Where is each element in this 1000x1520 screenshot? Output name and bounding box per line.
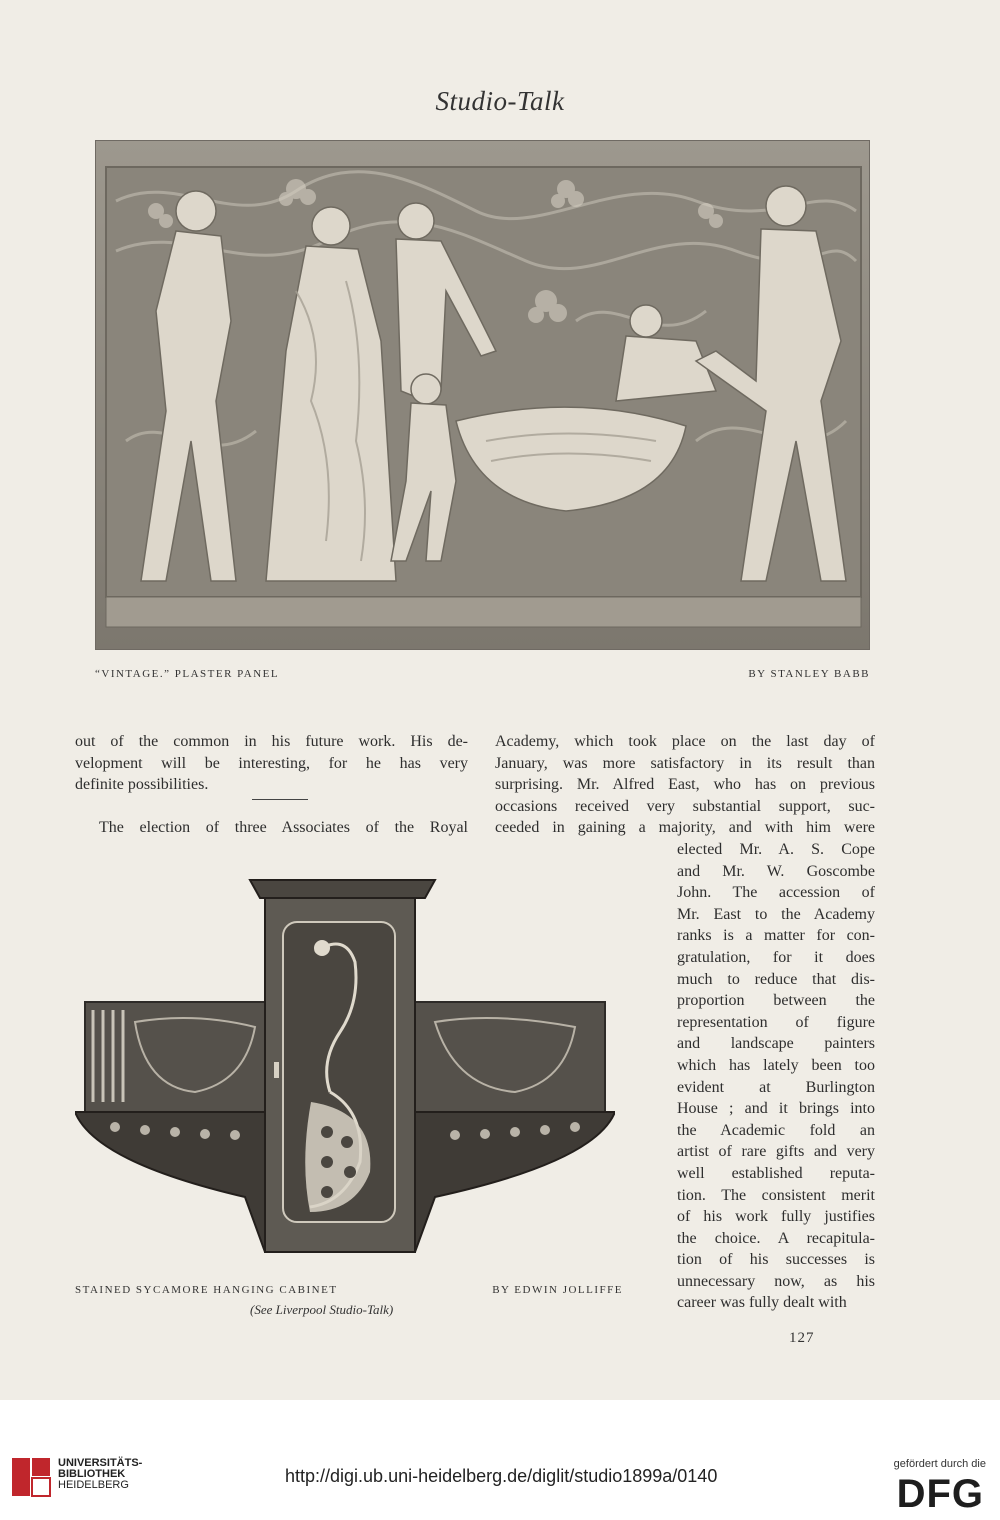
library-name-line: HEIDELBERG: [58, 1479, 129, 1491]
text-line: career was fully dealt with: [677, 1294, 847, 1312]
cabinet-drawing: [75, 862, 615, 1262]
text-line: ranks is a matter for con-: [677, 927, 875, 945]
text-line: tion. The consistent merit: [677, 1186, 875, 1204]
vintage-relief-illustration: [95, 140, 870, 650]
plate1-caption-title: “VINTAGE.” PLASTER PANEL: [95, 668, 280, 680]
text-line: The election of three Associates of the Royal: [99, 819, 468, 836]
source-url-link[interactable]: http://digi.ub.uni-heidelberg.de/diglit/studio1899a/0140: [285, 1466, 718, 1486]
text-line: ceeded in gaining a majority, and with him were: [495, 819, 875, 837]
plate2-caption-artist: BY EDWIN JOLLIFFE: [492, 1284, 623, 1296]
text-line: House ; and it brings into: [677, 1100, 875, 1118]
university-library-logo: [10, 1456, 52, 1503]
text-line: Academy, which took place on the last day of: [495, 733, 875, 750]
running-head: Studio-Talk: [435, 86, 565, 116]
text-line: and Mr. W. Goscombe: [677, 862, 875, 880]
text-line: the choice. A recapitula-: [677, 1229, 875, 1247]
text-line: John. The accession of: [677, 884, 875, 902]
dfg-logo: DFG: [896, 1472, 984, 1516]
text-line: well established reputa-: [677, 1164, 875, 1182]
library-logo-icon: [10, 1456, 52, 1498]
text-line: January, was more satisfactory in its result than: [495, 754, 875, 772]
left-paragraph-1: [75, 731, 468, 796]
text-line: velopment will be interesting, for he has very: [75, 754, 468, 772]
text-line: definite possibilities.: [75, 776, 209, 794]
section-divider: [252, 799, 308, 800]
hanging-cabinet-illustration: [75, 862, 615, 1262]
text-line: occasions received very substantial support, suc-: [495, 797, 875, 815]
text-line: proportion between the: [677, 992, 875, 1010]
text-line: unnecessary now, as his: [677, 1272, 875, 1290]
text-line: artist of rare gifts and very: [677, 1143, 875, 1161]
text-line: of his work fully justifies: [677, 1208, 875, 1226]
text-line: representation of figure: [677, 1013, 875, 1031]
text-line: evident at Burlington: [677, 1078, 875, 1096]
university-library-name: [58, 1458, 142, 1491]
text-line: much to reduce that dis-: [677, 970, 875, 988]
text-line: surprising. Mr. Alfred East, who has on previous: [495, 776, 875, 794]
right-paragraph-narrow: [677, 839, 875, 1314]
library-name-line: BIBLIOTHEK: [58, 1468, 126, 1480]
plate1-caption-artist: BY STANLEY BABB: [748, 668, 870, 680]
plate2-caption-title: STAINED SYCAMORE HANGING CABINET: [75, 1284, 338, 1296]
text-line: tion of his successes is: [677, 1251, 875, 1269]
relief-drawing: [96, 141, 869, 649]
page-number: 127: [789, 1330, 815, 1346]
text-line: gratulation, for it does: [677, 948, 875, 966]
text-line: which has lately been too: [677, 1056, 875, 1074]
text-line: out of the common in his future work. His de-: [75, 733, 468, 750]
left-paragraph-2: [75, 817, 468, 839]
right-paragraph-wide: [495, 731, 875, 839]
text-line: and landscape painters: [677, 1035, 875, 1053]
plate2-caption-note: (See Liverpool Studio-Talk): [250, 1302, 394, 1317]
text-line: elected Mr. A. S. Cope: [677, 841, 875, 858]
funded-by-label: gefördert durch die: [893, 1458, 986, 1470]
digitization-footer: [0, 1400, 1000, 1520]
text-line: the Academic fold an: [677, 1121, 875, 1139]
text-line: Mr. East to the Academy: [677, 905, 875, 923]
library-name-line: UNIVERSITÄTS-: [58, 1457, 143, 1469]
